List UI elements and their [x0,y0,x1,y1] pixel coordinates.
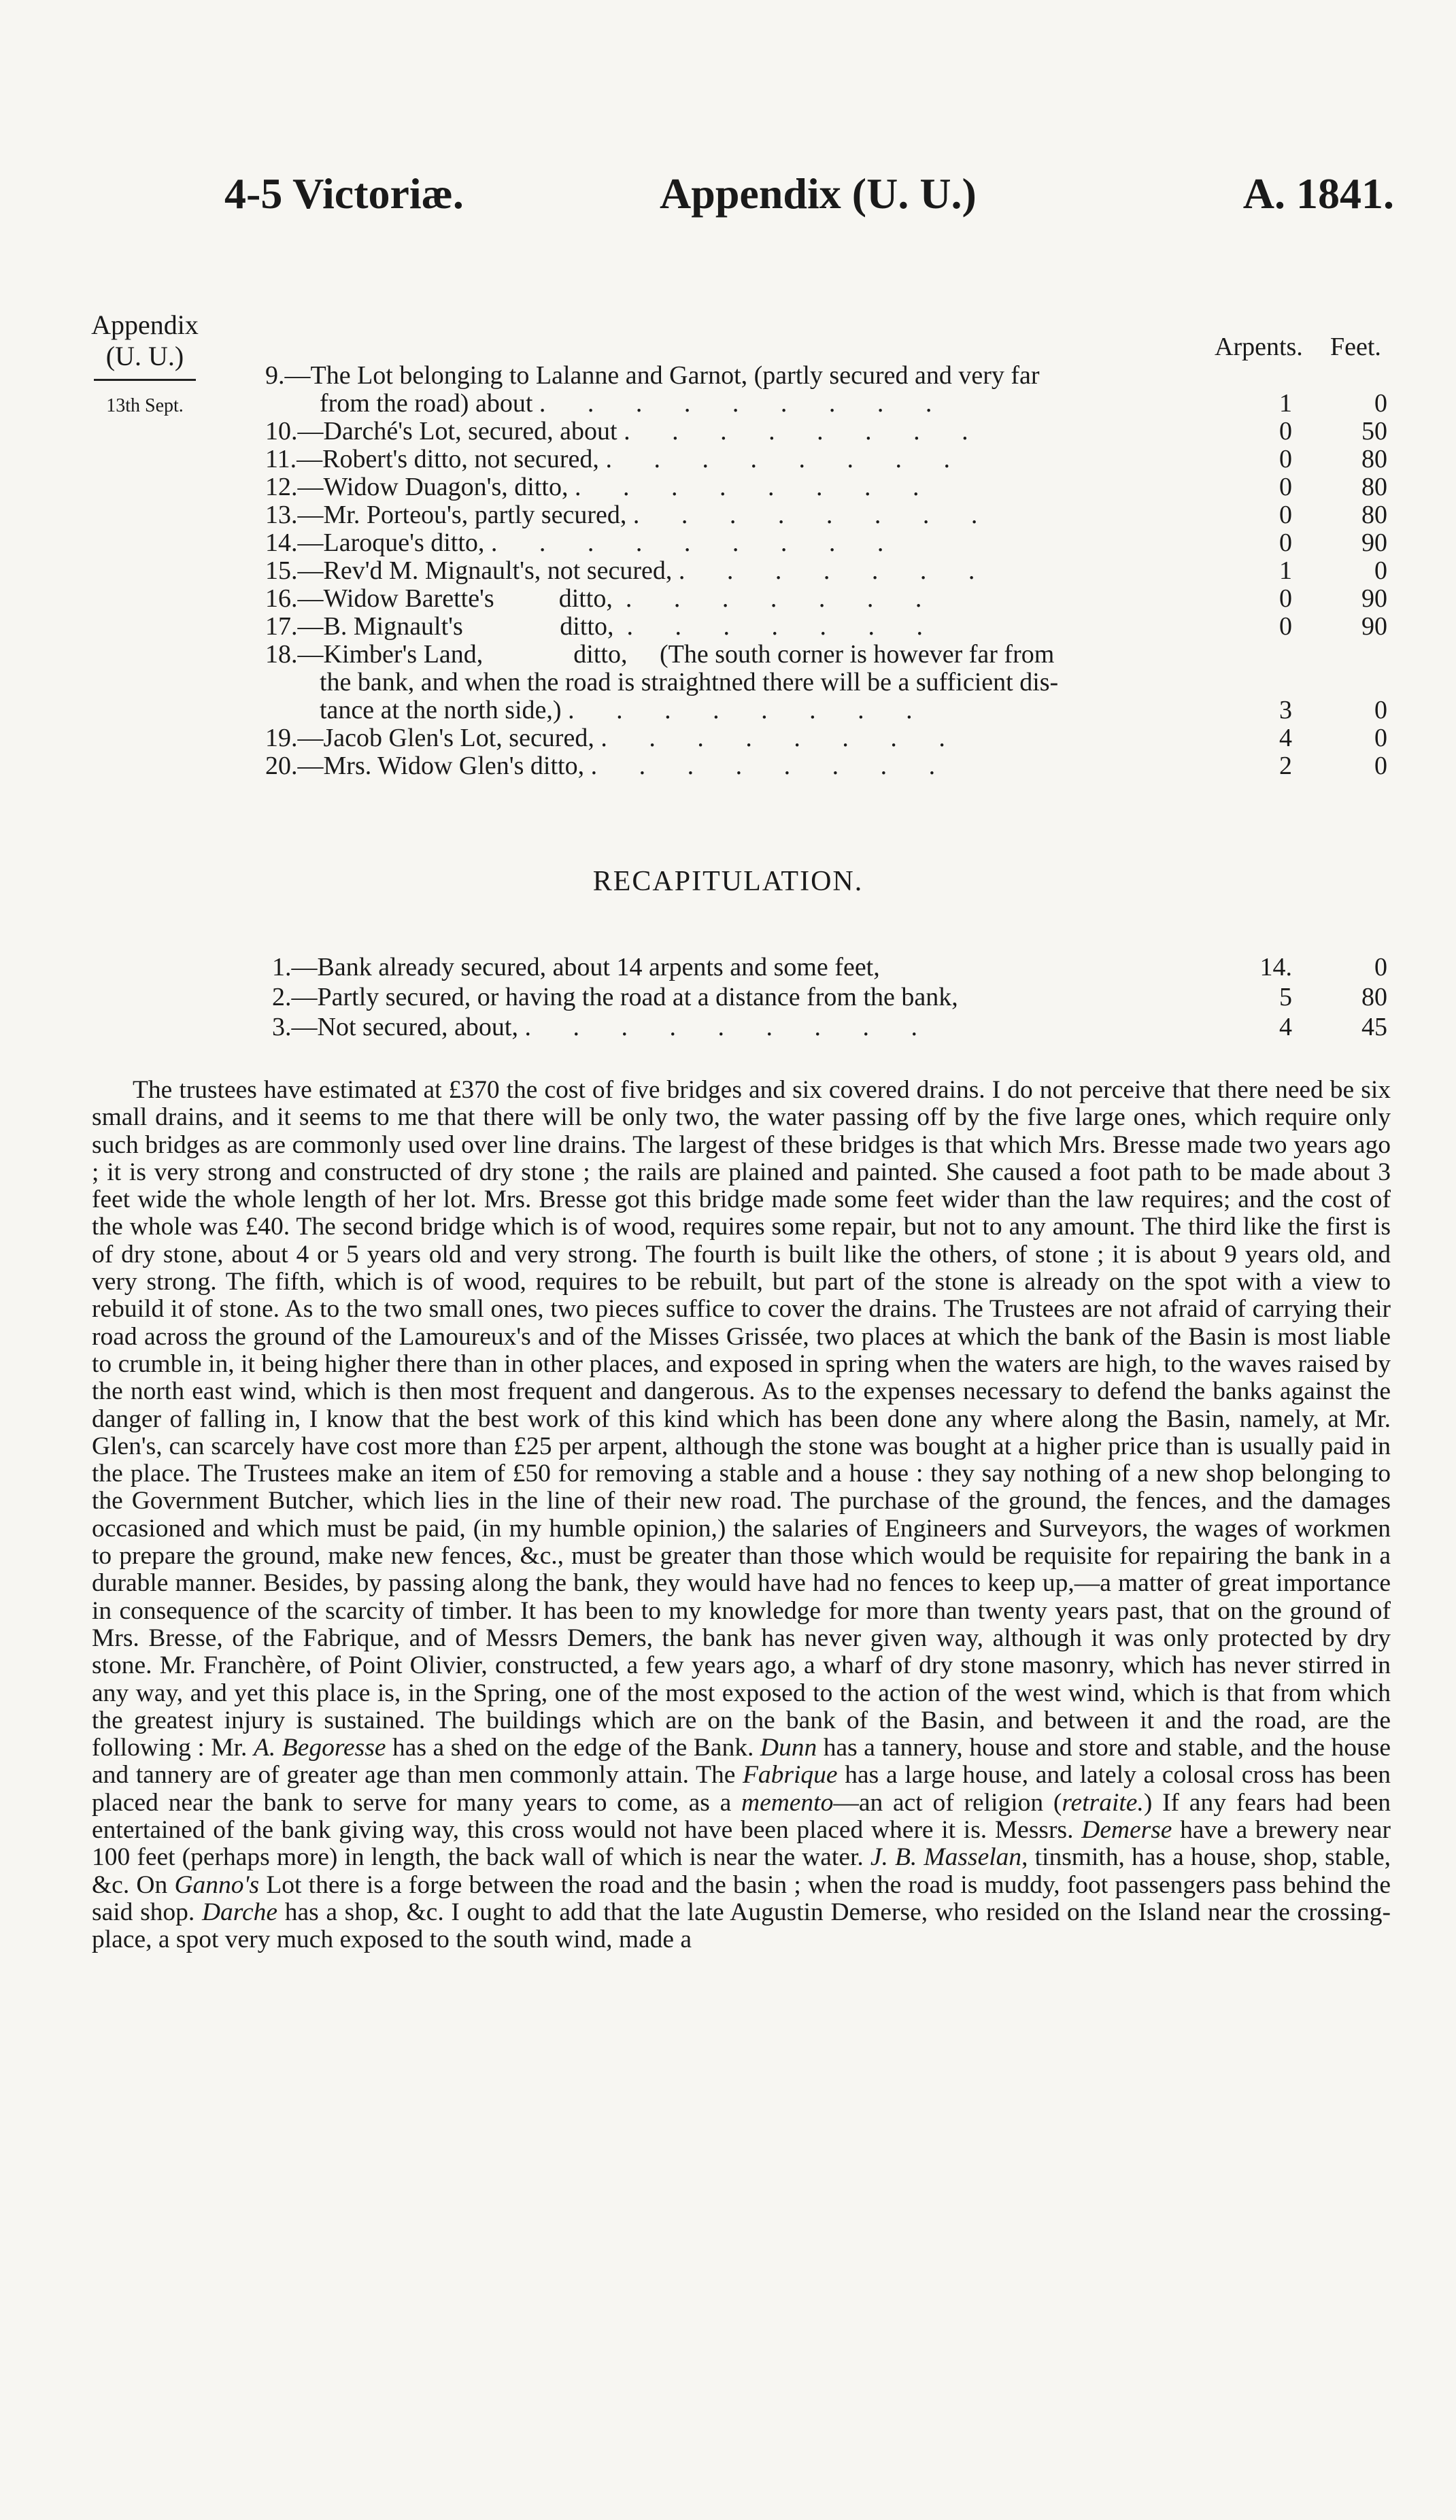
recap-feet: 45 [1361,1013,1387,1041]
lot-text: 9.—The Lot belonging to Lalanne and Garnot, (partly secured and very far [265,361,1040,390]
lot-row [265,641,1394,724]
recap-feet: 0 [1374,953,1387,981]
lot-feet: 0 [1374,389,1387,418]
recap-row [272,982,1394,1012]
lot-continuation: the bank, and when the road is straightned there will be a sufficient dis- [320,668,1059,696]
recap-feet: 80 [1361,983,1387,1011]
lot-text: 19.—Jacob Glen's Lot, secured, . . . . . . . . [265,724,963,752]
lot-continuation: tance at the north side,) . . . . . . . . [320,696,930,724]
lot-text: 10.—Darché's Lot, secured, about . . . . . . . . [265,417,986,446]
lot-row [265,752,1394,780]
margin-note [80,309,209,422]
lot-text: 11.—Robert's ditto, not secured, . . . . . . . . [265,445,968,473]
lot-text: 13.—Mr. Porteou's, partly secured, . . . . . . . . [265,501,996,529]
margin-title: Appendix [91,309,199,340]
recap-arpents: 5 [1279,983,1292,1011]
lot-continuation: from the road) about . . . . . . . . . [320,389,950,418]
lot-text: 20.—Mrs. Widow Glen's ditto, . . . . . . . . [265,752,953,780]
lot-feet: 80 [1361,445,1387,473]
header-year: A. 1841. [1242,169,1394,218]
recap-row [272,952,1394,982]
margin-subtitle: (U. U.) [105,341,184,371]
recap-row [272,1012,1394,1042]
lot-row [265,418,1394,446]
lot-arpents: 2 [1279,752,1292,780]
lot-arpents: 0 [1279,528,1292,557]
recap-arpents: 14. [1259,953,1292,981]
lot-text: 15.—Rev'd M. Mignault's, not secured, . . . . . . . [265,556,993,585]
lot-text: 17.—B. Mignault's ditto, . . . . . . . [265,612,941,641]
lot-feet: 90 [1361,612,1387,641]
feet-header: Feet. [1330,333,1381,361]
lot-arpents: 0 [1279,584,1292,613]
lot-text: 12.—Widow Duagon's, ditto, . . . . . . . . [265,473,937,501]
lot-row [265,585,1394,613]
page-header [224,169,1394,230]
lot-row [265,501,1394,529]
lot-arpents: 0 [1279,417,1292,446]
lot-arpents: 1 [1279,389,1292,418]
lot-row [265,529,1394,557]
lot-feet: 90 [1361,584,1387,613]
body-paragraph: The trustees have estimated at £370 the cost of five bridges and six covered drains. I do not perceive that there need be six small drains, and it seems to me that there will be only two, the water passing off by the five large ones, which require only such bridges as are commonly used over line drains. The largest of these bridges is that which Mrs. Bresse made two years ago ; it is very strong and constructed of dry stone ; the rails are plained and painted. She caused a foot path to be made about 3 feet wide the whole length of her lot. Mrs. Bresse got this bridge made some feet wider than the law requires; and the cost of the whole was £40. The second bridge which is of wood, requires some repair, but not to any amount. The third like the first is of dry stone, about 4 or 5 years old and very strong. The fourth is built like the others, of stone ; it is about 9 years old, and very strong. The fifth, which is of wood, requires to be rebuilt, but part of the stone is already on the spot with a view to rebuild it of stone. As to the two small ones, two pieces suffice to cover the drains. The Trustees are not afraid of carrying their road across the ground of the Lamoureux's and of the Misses Grissée, two places at which the bank of the Basin is most liable to crumble in, it being higher there than in other places, and exposed in spring when the waters are high, to the waves raised by the north east wind, which is then most frequent and dangerous. As to the expenses necessary to defend the banks against the danger of falling in, I know that the best work of this kind which has been done any where along the Basin, namely, at Mr. Glen's, can scarcely have cost more than £25 per arpent, although the stone was bought at a higher price than is usually paid in the place. The Trustees make an item of £50 for removing a stable and a house : they say nothing of a new shop belonging to the Government Butcher, which lies in the line of their new road. The purchase of the ground, the fences, and the damages occasioned and which must be paid, (in my humble opinion,) the salaries of Engineers and Surveyors, the wages of workmen to prepare the ground, make new fences, &c., must be greater than those which would be requisite for repairing the bank in a durable manner. Besides, by passing along the bank, they would have had no fences to keep up,—a matter of great importance in consequence of the scarcity of timber. It has been to my knowledge for more than twenty years past, that on the ground of Mrs. Bresse, of the Fabrique, and of Messrs Demers, the bank has never given way, although it was only protected by dry stone. Mr. Franchère, of Point Olivier, constructed, a few years ago, a wharf of dry stone masonry, which has never stirred in any way, and yet this place is, in the Spring, one of the most exposed to the action of the west wind, which is that from which the greatest injury is sustained. The buildings which are on the bank of the Basin, and between it and the road, are the following : Mr. A. Begoresse has a shed on the edge of the Bank. Dunn has a tannery, house and store and stable, and the house and tannery are of greater age than men commonly attain. The Fabrique has a large house, and lately a colosal cross has been placed near the bank to serve for many years to come, as a memento—an act of religion (retraite.) If any fears had been entertained of the bank giving way, this cross would not have been placed where it is. Messrs. Demerse have a brewery near 100 feet (perhaps more) in length, the back wall of which is near the water. J. B. Masselan, tinsmith, has a house, shop, stable, &c. On Ganno's Lot there is a forge between the road and the basin ; when the road is muddy, foot passengers pass behind the said shop. Darche has a shop, &c. I ought to add that the late Augustin Demerse, who resided on the Island near the crossing-place, a spot very much exposed to the south wind, made a [92,1076,1391,1954]
lot-feet: 0 [1374,752,1387,780]
header-appendix: Appendix (U. U.) [660,169,977,218]
lot-row [265,446,1394,473]
lot-feet: 80 [1361,473,1387,501]
recap-text: 3.—Not secured, about, . . . . . . . . . [272,1013,935,1041]
lot-text: 18.—Kimber's Land, ditto, (The south corner is however far from [265,640,1055,669]
lot-feet: 0 [1374,556,1387,585]
recapitulation-title: RECAPITULATION. [592,866,864,897]
recap-text: 1.—Bank already secured, about 14 arpents and some feet, [272,953,880,981]
recap-list [272,952,1394,1042]
lot-feet: 0 [1374,696,1387,724]
lot-arpents: 0 [1279,612,1292,641]
lot-arpents: 3 [1279,696,1292,724]
lot-feet: 90 [1361,528,1387,557]
header-session: 4-5 Victoriæ. [224,169,464,218]
lot-arpents: 0 [1279,445,1292,473]
lot-text: 16.—Widow Barette's ditto, . . . . . . . [265,584,940,613]
margin-date: 13th Sept. [106,395,184,416]
lot-row [265,473,1394,501]
lot-text: 14.—Laroque's ditto, . . . . . . . . . [265,528,902,557]
lot-feet: 0 [1374,724,1387,752]
lot-row [265,724,1394,752]
lot-arpents: 1 [1279,556,1292,585]
lot-row [265,613,1394,641]
lot-arpents: 0 [1279,473,1292,501]
lot-arpents: 0 [1279,501,1292,529]
recap-arpents: 4 [1279,1013,1292,1041]
recap-text: 2.—Partly secured, or having the road at a distance from the bank, [272,983,958,1011]
lot-arpents: 4 [1279,724,1292,752]
lot-feet: 80 [1361,501,1387,529]
lot-list [265,362,1394,780]
margin-rule [94,379,196,381]
arpents-header: Arpents. [1215,333,1303,361]
lot-row [265,557,1394,585]
lot-row [265,362,1394,418]
lot-feet: 50 [1361,417,1387,446]
